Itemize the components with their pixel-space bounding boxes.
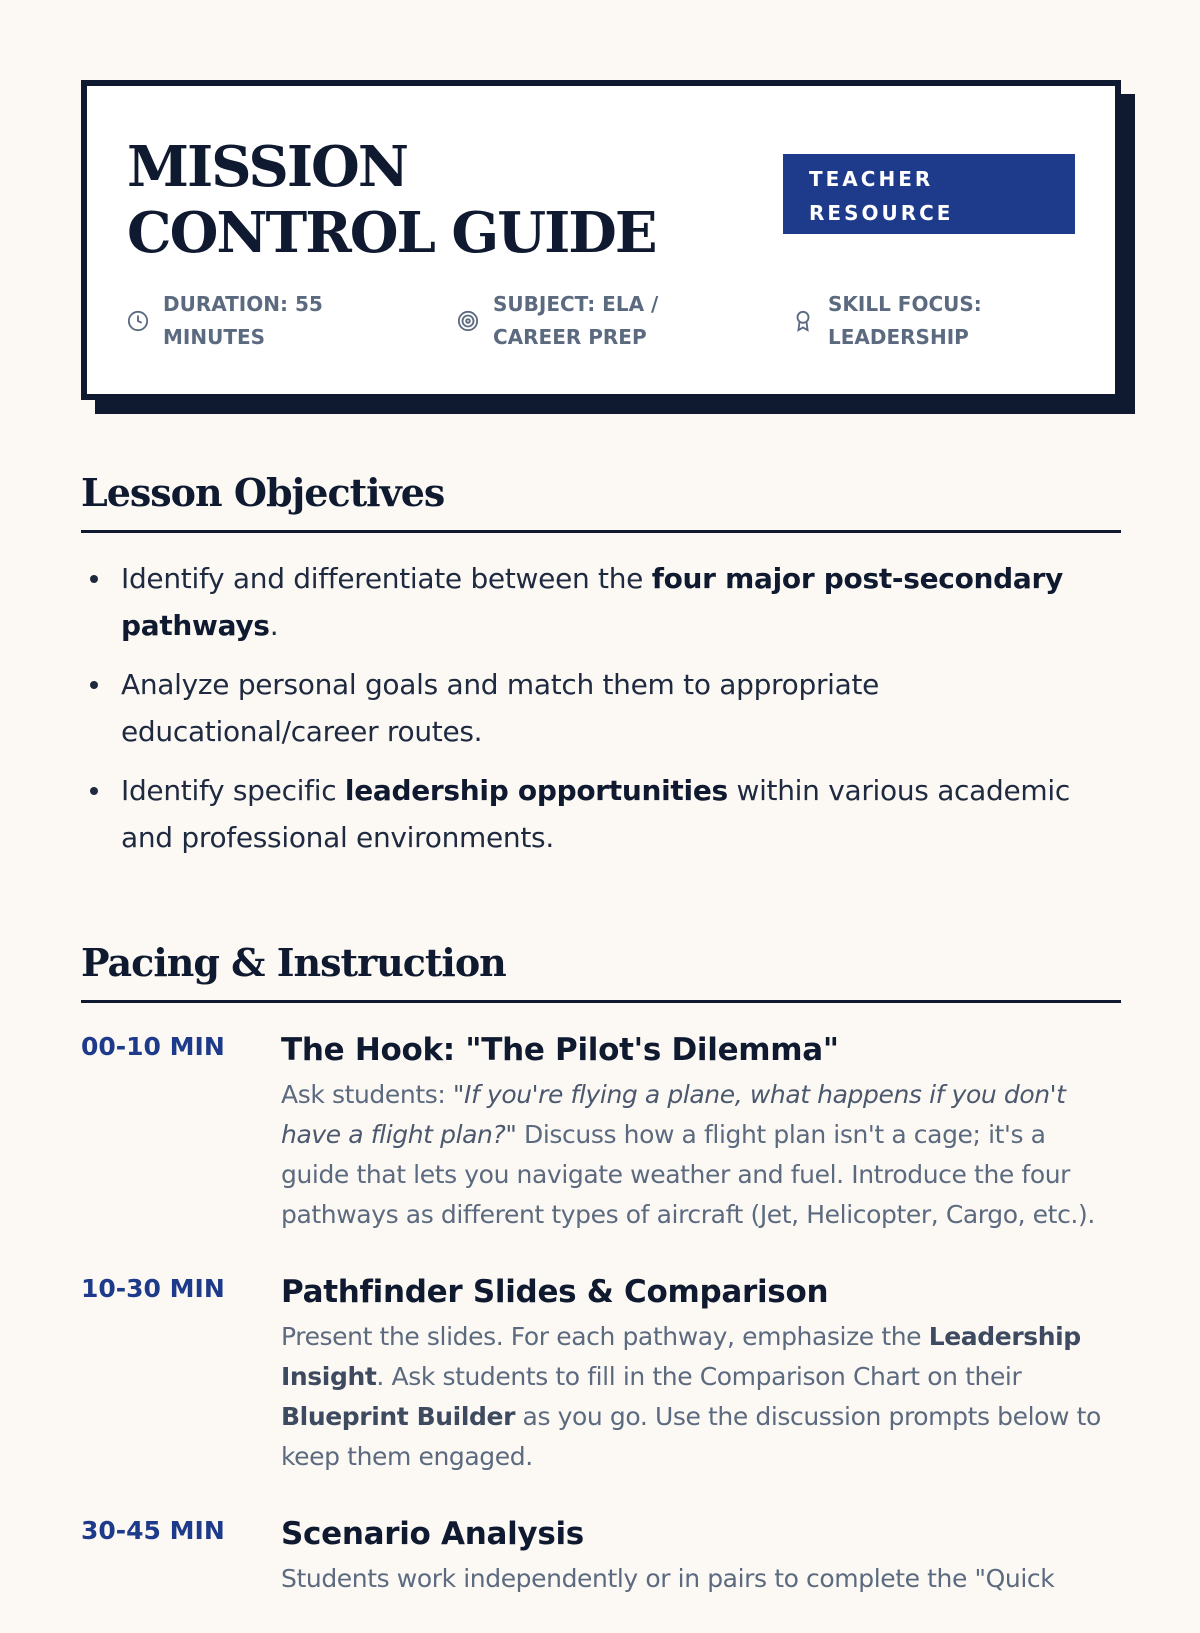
timeline-row	[81, 1027, 1121, 1235]
pacing-heading: Pacing & Instruction	[81, 940, 1121, 1003]
subject-label: SUBJECT: ELA / CAREER PREP	[493, 292, 659, 349]
award-icon	[792, 310, 814, 332]
lesson-objectives-section	[81, 470, 1121, 873]
timeline-row	[81, 1511, 1121, 1599]
teacher-resource-badge: TEACHER RESOURCE	[783, 154, 1075, 234]
duration-meta	[127, 288, 407, 354]
timeline-row	[81, 1269, 1121, 1477]
time-label: 10-30 MIN	[81, 1274, 225, 1303]
list-item: Analyze personal goals and match them to appropriate educational/career routes.	[81, 661, 1121, 755]
pacing-section	[81, 940, 1121, 1633]
objectives-heading: Lesson Objectives	[81, 470, 1121, 533]
clock-icon	[127, 310, 149, 332]
step-title: Scenario Analysis	[281, 1516, 584, 1552]
step-title: The Hook: "The Pilot's Dilemma"	[281, 1032, 839, 1068]
skill-focus-label: SKILL FOCUS: LEADERSHIP	[828, 292, 982, 349]
step-description: Ask students: "If you're flying a plane, what happens if you don't have a flight plan?" Discuss how a flight plan isn't a cage; it's a guide that lets you navigate weather and fuel. Introduce the four pathways as different types of aircraft (Jet, Helicopter, Cargo, etc.).	[281, 1080, 1095, 1229]
time-label: 00-10 MIN	[81, 1032, 225, 1061]
duration-label: DURATION: 55 MINUTES	[163, 292, 323, 349]
target-icon	[457, 310, 479, 332]
step-description: Students work independently or in pairs to complete the "Quick	[281, 1564, 1055, 1593]
header-card	[81, 80, 1121, 400]
page-title: MISSION CONTROL GUIDE	[127, 134, 656, 266]
pacing-timeline	[81, 1027, 1121, 1599]
list-item: Identify and differentiate between the four major post-secondary pathways.	[81, 555, 1121, 649]
subject-meta	[457, 288, 707, 354]
step-description: Present the slides. For each pathway, emphasize the Leadership Insight. Ask students to fill in the Comparison Chart on their Blueprint Builder as you go. Use the discussion prompts below to keep them engaged.	[281, 1322, 1101, 1471]
time-label: 30-45 MIN	[81, 1516, 225, 1545]
skill-focus-meta	[792, 288, 1022, 354]
lesson-guide-page	[81, 80, 1121, 1593]
step-title: Pathfinder Slides & Comparison	[281, 1274, 829, 1310]
list-item: Identify specific leadership opportunities within various academic and professional environments.	[81, 767, 1121, 861]
objectives-list	[81, 555, 1121, 861]
